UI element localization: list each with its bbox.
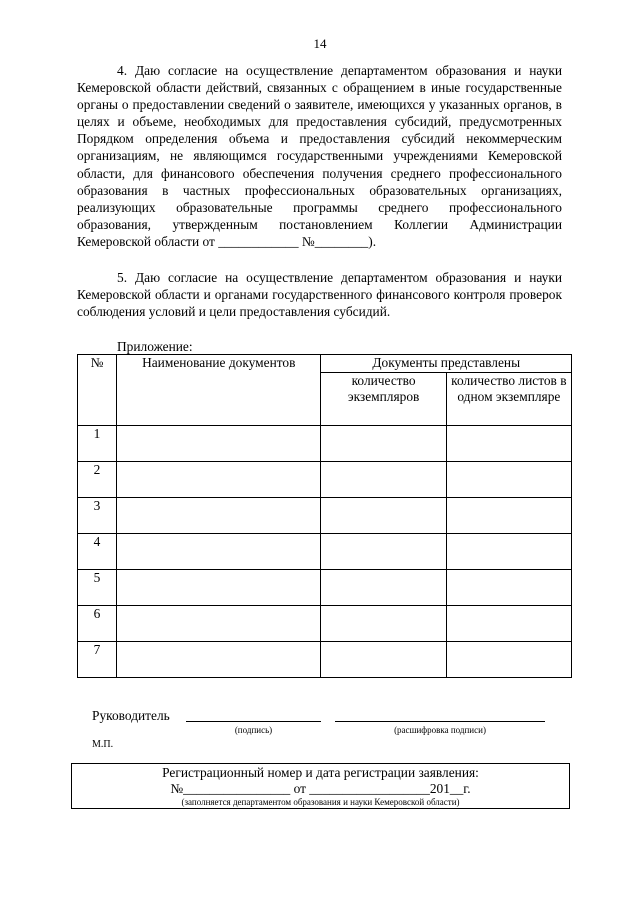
header-document-name: Наименование документов <box>117 355 321 426</box>
signature-label: Руководитель <box>92 708 170 723</box>
row-copies <box>321 534 446 570</box>
row-copies <box>321 462 446 498</box>
header-copies-count: количество экземпляров <box>321 373 446 426</box>
registration-number-date: №________________ от __________________201__г. <box>170 781 471 796</box>
row-copies <box>321 642 446 678</box>
row-number: 5 <box>78 570 117 606</box>
row-copies <box>321 426 446 462</box>
row-number: 4 <box>78 534 117 570</box>
row-document-name <box>117 498 321 534</box>
consent-paragraph-4: 4. Даю согласие на осуществление департаментом образования и науки Кемеровской области действий, связанных с обращением в иные государственные органы о предоставлении сведений о заявителе, имеющихся у указанных органов, в целях и объеме, необходимых для предоставления субсидий, предусмотренных Порядком определения объема и предоставления субсидий некоммерческим организациям, не являющимся государственными учреждениями Кемеровской области, для финансового обеспечения получения среднего профессионального образования в частных профессиональных образовательных организациях, реализующих образовательные программы среднего профессионального образования, утвержденным постановлением Коллегии Администрации Кемеровской области от ____________ №________). <box>77 63 562 249</box>
documents-table <box>77 354 572 678</box>
header-sheets-count: количество листов в одном экземпляре <box>446 373 571 426</box>
appendix-label: Приложение: <box>117 339 193 354</box>
row-number: 2 <box>78 462 117 498</box>
row-copies <box>321 606 446 642</box>
row-document-name <box>117 462 321 498</box>
row-sheets <box>446 426 571 462</box>
table-row <box>78 498 572 534</box>
table-row <box>78 534 572 570</box>
row-document-name <box>117 570 321 606</box>
registration-note: (заполняется департаментом образования и науки Кемеровской области) <box>181 797 460 807</box>
row-sheets <box>446 570 571 606</box>
consent-paragraph-5: 5. Даю согласие на осуществление департаментом образования и науки Кемеровской области и органами государственного финансового контроля проверок соблюдения условий и цели предоставления субсидий. <box>77 270 562 320</box>
registration-title: Регистрационный номер и дата регистрации заявления: <box>162 765 479 780</box>
row-sheets <box>446 462 571 498</box>
header-number: № <box>78 355 117 426</box>
row-document-name <box>117 606 321 642</box>
stamp-placeholder: М.П. <box>92 739 114 750</box>
row-number: 6 <box>78 606 117 642</box>
signature-decode-line <box>335 721 545 722</box>
table-row <box>78 570 572 606</box>
signature-line <box>186 721 321 722</box>
header-documents-submitted: Документы представлены <box>321 355 572 373</box>
row-number: 1 <box>78 426 117 462</box>
row-document-name <box>117 642 321 678</box>
row-number: 3 <box>78 498 117 534</box>
row-sheets <box>446 498 571 534</box>
documents-table-body <box>78 426 572 678</box>
table-row <box>78 606 572 642</box>
table-row <box>78 426 572 462</box>
row-sheets <box>446 534 571 570</box>
table-row <box>78 462 572 498</box>
row-document-name <box>117 426 321 462</box>
signature-decode-caption: (расшифровка подписи) <box>394 725 486 735</box>
row-document-name <box>117 534 321 570</box>
row-sheets <box>446 642 571 678</box>
registration-box <box>71 763 570 809</box>
row-copies <box>321 498 446 534</box>
row-number: 7 <box>78 642 117 678</box>
table-row <box>78 642 572 678</box>
row-sheets <box>446 606 571 642</box>
signature-caption: (подпись) <box>234 725 273 735</box>
row-copies <box>321 570 446 606</box>
page-number: 14 <box>313 36 327 51</box>
